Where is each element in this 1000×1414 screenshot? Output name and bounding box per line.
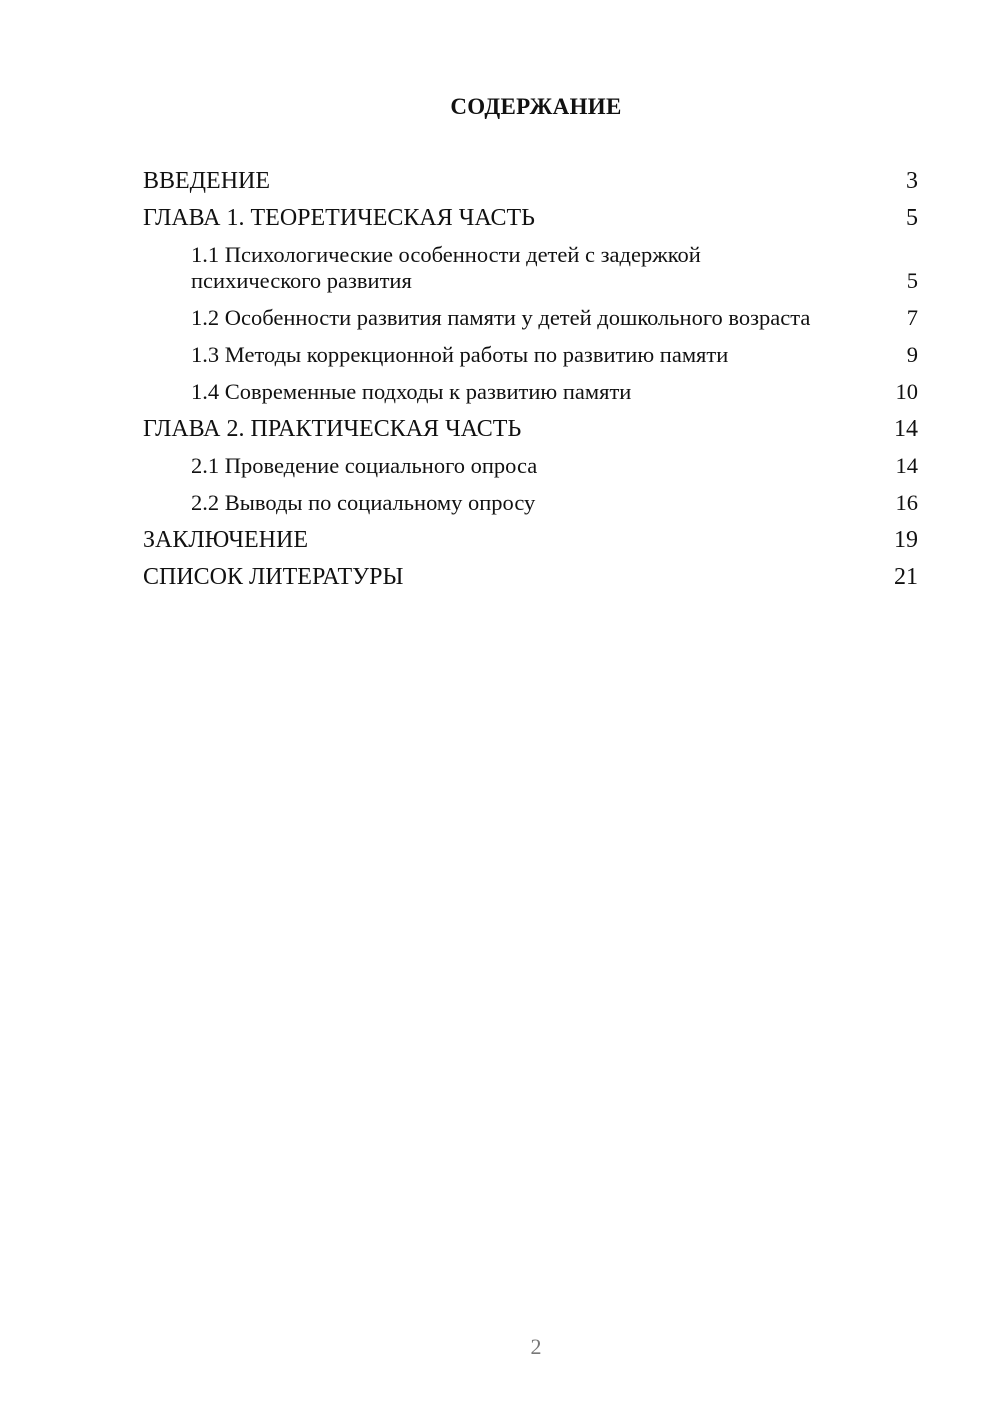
toc-entry-page: 10 (895, 379, 918, 404)
toc-entry-page: 5 (906, 268, 918, 293)
toc-entry-page: 16 (895, 490, 918, 515)
toc-entry-label: 2.1 Проведение социального опроса (191, 453, 538, 478)
toc-entry-section-1-1 (143, 242, 920, 294)
toc-entry-chapter-2 (143, 416, 920, 442)
toc-entry-section-2-2 (143, 490, 920, 516)
page-number: 2 (530, 1334, 542, 1359)
toc-entry-references (143, 564, 920, 590)
toc-entry-label: ВВЕДЕНИЕ (143, 168, 271, 194)
toc-entry-section-1-2 (143, 305, 920, 331)
toc-entry-label: 1.4 Современные подходы к развитию памяти (191, 379, 632, 404)
toc-entry-conclusion (143, 527, 920, 553)
table-of-contents (143, 168, 920, 601)
toc-entry-page: 21 (894, 564, 918, 590)
toc-entry-page: 14 (894, 416, 918, 442)
toc-entry-label: ГЛАВА 1. ТЕОРЕТИЧЕСКАЯ ЧАСТЬ (143, 205, 535, 231)
toc-entry-page: 9 (906, 342, 918, 367)
toc-entry-page: 19 (894, 527, 918, 553)
toc-entry-page: 14 (895, 453, 918, 478)
toc-title: СОДЕРЖАНИЕ (450, 94, 622, 119)
toc-entry-label: ЗАКЛЮЧЕНИЕ (143, 527, 308, 553)
toc-entry-section-1-3 (143, 342, 920, 368)
toc-entry-label: СПИСОК ЛИТЕРАТУРЫ (143, 564, 404, 590)
toc-entry-section-1-4 (143, 379, 920, 405)
toc-entry-chapter-1 (143, 205, 920, 231)
toc-entry-label: 1.2 Особенности развития памяти у детей дошкольного возраста (191, 305, 811, 330)
toc-entry-label: ГЛАВА 2. ПРАКТИЧЕСКАЯ ЧАСТЬ (143, 416, 522, 442)
toc-entry-label: 1.1 Психологические особенности детей с задержкой психического развития (191, 242, 701, 293)
toc-entry-introduction (143, 168, 920, 194)
toc-entry-page: 7 (906, 305, 918, 330)
toc-entry-section-2-1 (143, 453, 920, 479)
toc-entry-label: 2.2 Выводы по социальному опросу (191, 490, 536, 515)
toc-entry-label: 1.3 Методы коррекционной работы по развитию памяти (191, 342, 729, 367)
toc-entry-page: 3 (906, 168, 918, 194)
toc-entry-page: 5 (906, 205, 918, 231)
